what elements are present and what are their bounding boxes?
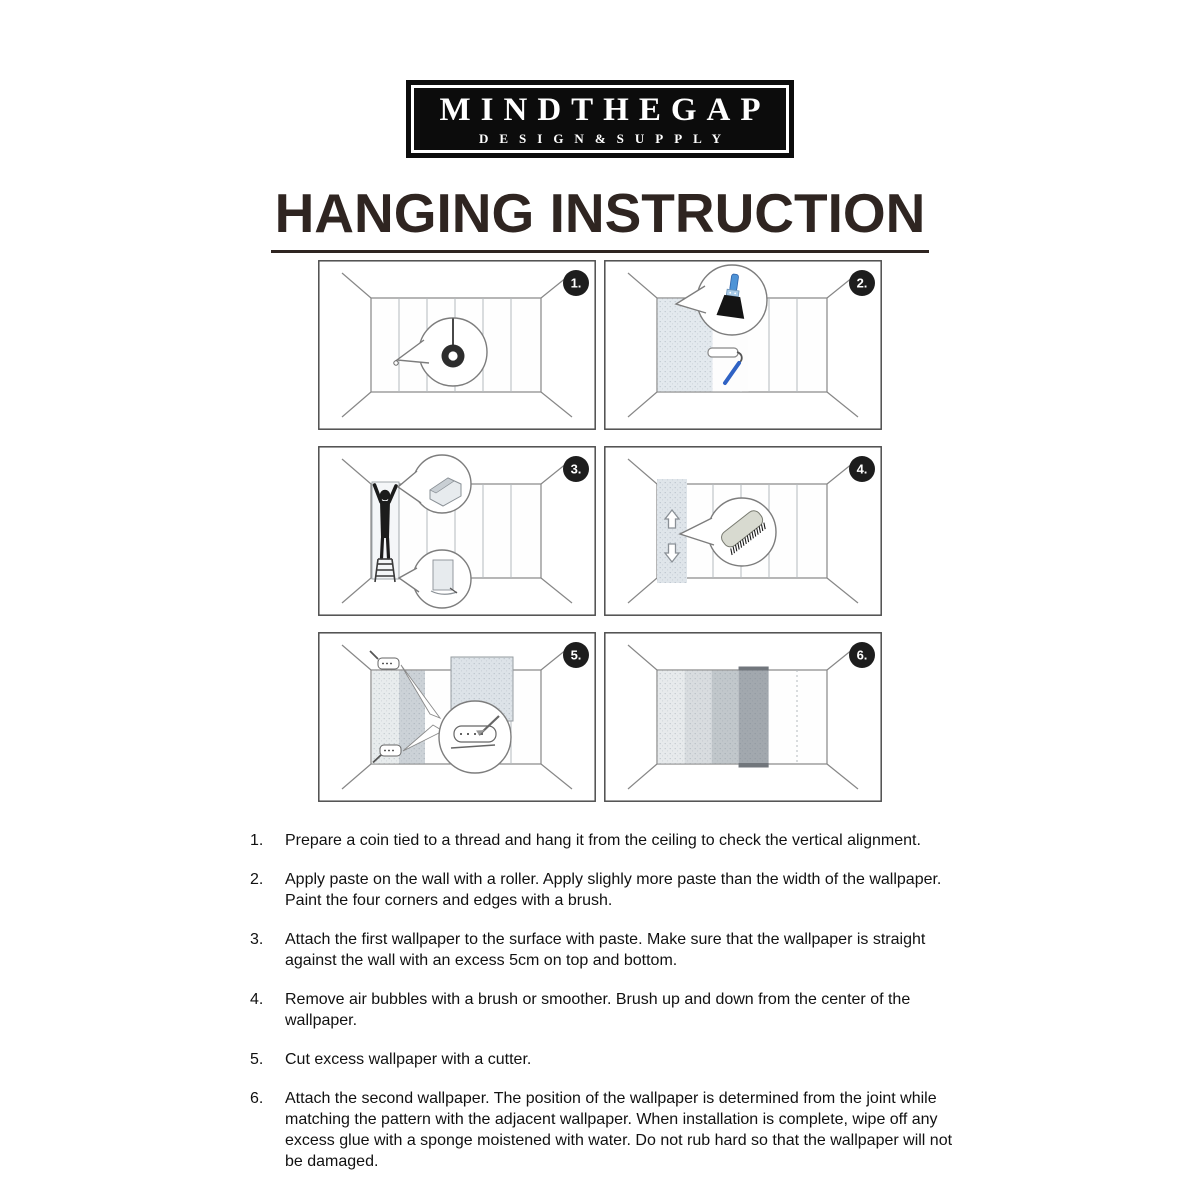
panel-6-illustration — [604, 632, 882, 802]
instruction-number: 4. — [250, 991, 264, 1008]
step-badge-number: 4. — [856, 461, 868, 477]
instruction-text: Attach the first wallpaper to the surface with paste. Make sure that the wallpaper is straight against the wall with an excess 5cm on top and bottom. — [285, 931, 926, 969]
brand-logo — [406, 80, 794, 158]
instruction-item-5 — [250, 1049, 962, 1070]
step-badge — [849, 642, 875, 668]
step-panel-2 — [604, 260, 882, 430]
plumb-mark-dot — [394, 361, 398, 365]
first-wallpaper-strip — [657, 479, 687, 583]
instruction-list — [250, 830, 962, 1190]
instruction-text: Attach the second wallpaper. The position of the wallpaper is determined from the joint while matching the pattern with the adjacent wallpaper. When installation is complete, wipe off any excess glue with a sponge moistened with water. Do not rub hard so that the wallpaper will not be damaged. — [285, 1090, 953, 1170]
instruction-number: 1. — [250, 832, 264, 849]
step-panel-5 — [318, 632, 596, 802]
brand-tagline: DESIGN&SUPPLY — [478, 130, 733, 146]
instruction-text: Apply paste on the wall with a roller. Apply slighly more paste than the width of the wallpaper. Paint the four corners and edges with a brush. — [285, 871, 942, 909]
step-badge-number: 1. — [570, 275, 582, 291]
brand-name: MINDTHEGAP — [439, 91, 771, 128]
instruction-item-2 — [250, 869, 962, 911]
step-panel-3 — [318, 446, 596, 616]
step-badge — [563, 456, 589, 482]
step-badge — [563, 642, 589, 668]
page-title-wrap — [0, 182, 1200, 253]
step-panel-4 — [604, 446, 882, 616]
instruction-number: 3. — [250, 931, 264, 948]
instruction-number: 6. — [250, 1090, 264, 1107]
brand-logo-frame — [411, 85, 789, 153]
panel-1-illustration — [318, 260, 596, 430]
step-badge-number: 5. — [570, 647, 582, 663]
instruction-number: 5. — [250, 1051, 264, 1068]
step-badge-number: 3. — [570, 461, 582, 477]
magnifier-callout — [439, 701, 511, 773]
instruction-item-3 — [250, 929, 962, 971]
step-badge — [563, 270, 589, 296]
step-badge-number: 2. — [856, 275, 868, 291]
instruction-item-6 — [250, 1088, 962, 1172]
instruction-text: Cut excess wallpaper with a cutter. — [285, 1051, 532, 1068]
step-panel-1 — [318, 260, 596, 430]
page-title: HANGING INSTRUCTION — [271, 186, 930, 253]
step-panel-grid — [318, 260, 882, 802]
instruction-text: Remove air bubbles with a brush or smoother. Brush up and down from the center of the wallpaper. — [285, 991, 911, 1029]
instruction-item-1 — [250, 830, 962, 851]
panel-2-illustration — [604, 260, 882, 430]
panel-5-illustration — [318, 632, 596, 802]
step-badge — [849, 456, 875, 482]
instruction-number: 2. — [250, 871, 264, 888]
step-badge — [849, 270, 875, 296]
instruction-item-4 — [250, 989, 962, 1031]
step-badge-number: 6. — [856, 647, 868, 663]
panel-4-illustration — [604, 446, 882, 616]
step-panel-6 — [604, 632, 882, 802]
instruction-text: Prepare a coin tied to a thread and hang it from the ceiling to check the vertical alignment. — [285, 832, 921, 849]
applied-strips — [658, 667, 769, 768]
panel-3-illustration — [318, 446, 596, 616]
